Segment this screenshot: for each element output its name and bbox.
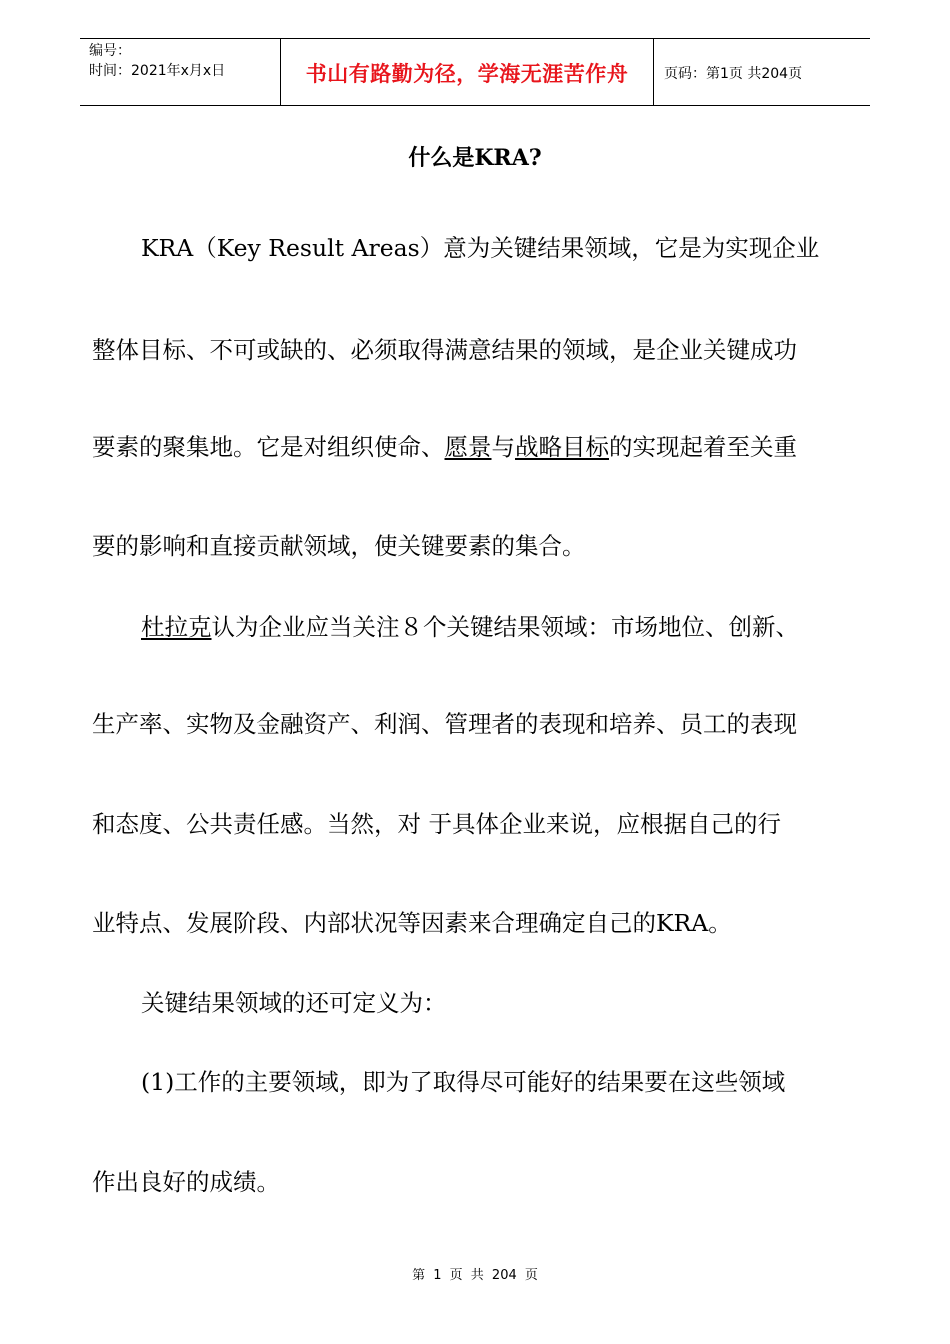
paragraph1-line1: KRA（Key Result Areas）意为关键结果领域，它是为实现企业 <box>141 234 820 262</box>
header-page-cell <box>654 39 870 105</box>
page-footer: 第 1 页 共 204 页 <box>412 1268 538 1283</box>
paragraph2-line1-text: 认为企业应当关注８个关键结果领域：市场地位、创新、 <box>211 613 799 641</box>
header-page-label: 页码：第1页 共204页 <box>664 66 803 82</box>
paragraph1-line2: 整体目标、不可或缺的、必须取得满意结果的领域，是企业关键成功 <box>92 336 797 364</box>
paragraph4-line1: (1)工作的主要领域，即为了取得尽可能好的结果要在这些领域 <box>141 1068 786 1096</box>
link-strategic-goal[interactable]: 战略目标 <box>515 433 609 461</box>
header-date-label: 时间：2021年x月x日 <box>89 63 226 79</box>
paragraph2-line2: 生产率、实物及金融资产、利润、管理者的表现和培养、员工的表现 <box>92 710 797 738</box>
header-motto-cell <box>281 39 654 105</box>
paragraph2-line4: 业特点、发展阶段、内部状况等因素来合理确定自己的KRA。 <box>92 909 732 937</box>
paragraph4-line2: 作出良好的成绩。 <box>92 1168 280 1196</box>
paragraph1-line3 <box>92 429 797 465</box>
paragraph1-line3-text-b: 与 <box>491 433 515 461</box>
paragraph1-line4: 要的影响和直接贡献领域，使关键要素的集合。 <box>92 532 586 560</box>
paragraph3-line1: 关键结果领域的还可定义为： <box>141 989 447 1017</box>
header-meta <box>80 39 281 105</box>
document-title: 什么是KRA? <box>408 145 542 171</box>
header-number-label: 编号： <box>89 43 131 59</box>
page-header <box>80 38 870 106</box>
header-motto: 书山有路勤为径，学海无涯苦作舟 <box>305 61 629 86</box>
paragraph2-line1 <box>141 609 799 645</box>
link-vision[interactable]: 愿景 <box>444 433 492 461</box>
paragraph1-line3-text-a: 要素的聚集地。它是对组织使命、 <box>92 433 445 461</box>
paragraph1-line3-text-c: 的实现起着至关重 <box>609 433 797 461</box>
paragraph2-line3: 和态度、公共责任感。当然，对 于具体企业来说，应根据自己的行 <box>92 810 781 838</box>
link-drucker[interactable]: 杜拉克 <box>141 613 212 641</box>
